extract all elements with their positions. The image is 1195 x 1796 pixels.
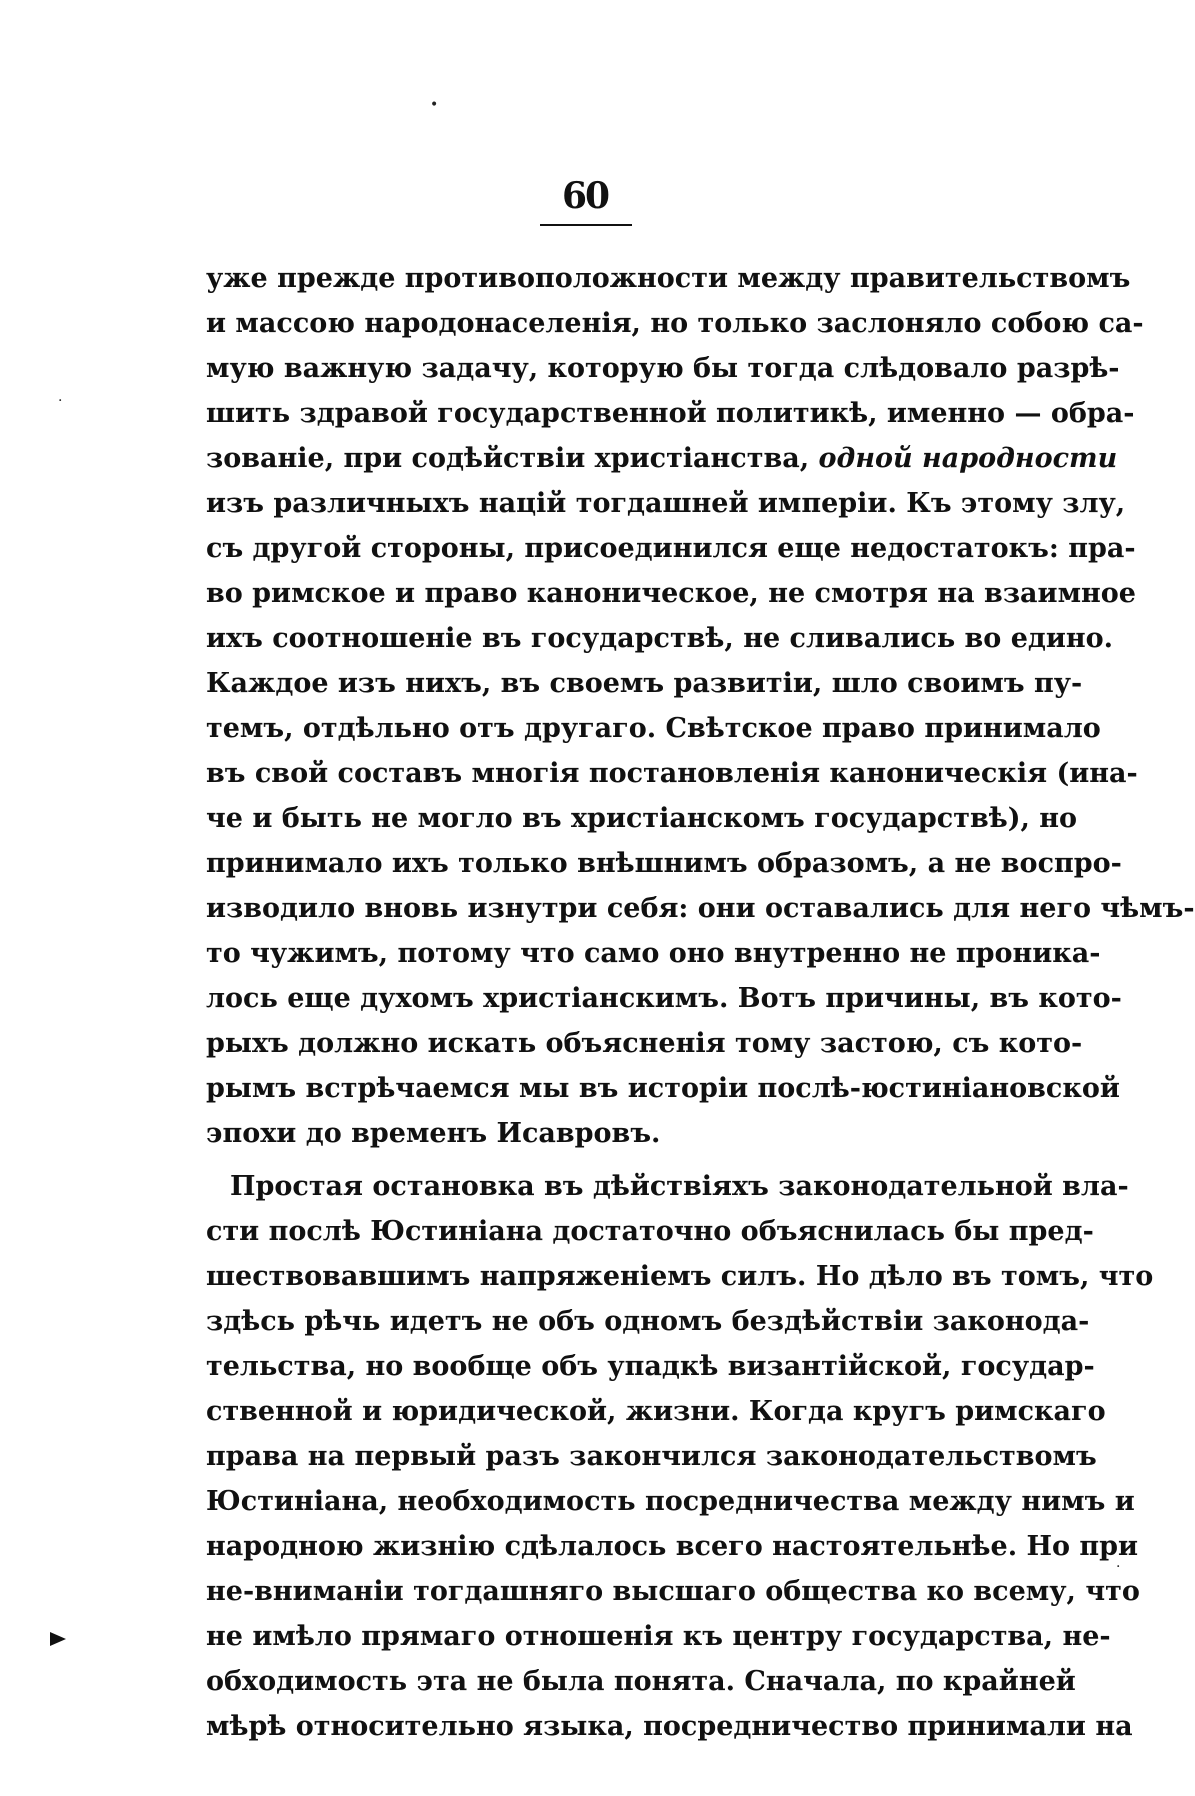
text-line: то чужимъ, потому что само оно внутренно не проника-: [206, 938, 1101, 969]
text-line: шествовавшимъ напряженіемъ силъ. Но дѣло въ томъ, что: [206, 1261, 1154, 1292]
text-line: Простая остановка въ дѣйствіяхъ законодательной вла-: [230, 1171, 1129, 1202]
text-line: во римское и право каноническое, не смотря на взаимное: [206, 578, 1136, 609]
body-text: [206, 256, 1195, 1749]
text-line: обходимость эта не была понята. Сначала, по крайней: [206, 1666, 1076, 1697]
text-line: мѣрѣ относительно языка, посредничество принимали на: [206, 1711, 1133, 1742]
page-corner-marker: [50, 1632, 66, 1646]
text-line: мую важную задачу, которую бы тогда слѣдовало разрѣ-: [206, 353, 1120, 384]
page-number: 60: [561, 175, 609, 217]
text-line: рыхъ должно искать объясненія тому застою, съ кото-: [206, 1028, 1083, 1059]
text-line: права на первый разъ закончился законодательствомъ: [206, 1441, 1097, 1472]
text-line: изводило вновь изнутри себя: они оставались для него чѣмъ-: [206, 893, 1195, 924]
text-segment: зованіе, при содѣйствіи христіанства,: [206, 443, 819, 474]
text-line: тельства, но вообще объ упадкѣ византійской, государ-: [206, 1351, 1095, 1382]
text-line: лось еще духомъ христіанскимъ. Вотъ причины, въ кото-: [206, 983, 1122, 1014]
text-line: съ другой стороны, присоединился еще недостатокъ: пра-: [206, 533, 1136, 564]
text-line: шить здравой государственной политикѣ, именно — обра-: [206, 398, 1135, 429]
margin-speck: •: [430, 97, 439, 113]
text-line: эпохи до временъ Исавровъ.: [206, 1118, 661, 1149]
text-line: сти послѣ Юстиніана достаточно объяснилась бы пред-: [206, 1216, 1094, 1247]
header-rule: [540, 224, 632, 226]
text-line: изъ различныхъ націй тогдашней имперіи. Къ этому злу,: [206, 488, 1126, 519]
text-line: Юстиніана, необходимость посредничества между нимъ и: [206, 1486, 1135, 1517]
text-line: рымъ встрѣчаемся мы въ исторіи послѣ-юстиніановской: [206, 1073, 1120, 1104]
text-line: не имѣло прямаго отношенія къ центру государства, не-: [206, 1621, 1111, 1652]
paragraph-gap: [206, 1156, 956, 1164]
text-line: здѣсь рѣчь идетъ не объ одномъ бездѣйствіи законода-: [206, 1306, 1090, 1337]
text-line: народною жизнію сдѣлалось всего настоятельнѣе. Но при: [206, 1531, 1139, 1562]
text-line: и массою народонаселенія, но только заслоняло собою са-: [206, 308, 1144, 339]
text-line: не-вниманіи тогдашняго высшаго общества ко всему, что: [206, 1576, 1140, 1607]
text-line: че и быть не могло въ христіанскомъ государствѣ), но: [206, 803, 1078, 834]
text-line: принимало ихъ только внѣшнимъ образомъ, а не воспро-: [206, 848, 1122, 879]
text-line: ихъ соотношеніе въ государствѣ, не сливались во едино.: [206, 623, 1114, 654]
text-line: Каждое изъ нихъ, въ своемъ развитіи, шло своимъ пу-: [206, 668, 1083, 699]
text-line: [206, 436, 1118, 481]
margin-speck: ·: [1116, 1559, 1121, 1575]
text-line: въ свой составъ многія постановленія каноническія (ина-: [206, 758, 1138, 789]
italic-phrase: одной народности: [818, 443, 1118, 474]
text-line: темъ, отдѣльно отъ другаго. Свѣтское право принимало: [206, 713, 1101, 744]
text-line: уже прежде противоположности между правительствомъ: [206, 263, 1131, 294]
text-line: ственной и юридической, жизни. Когда кругъ римскаго: [206, 1396, 1106, 1427]
margin-speck: ·: [58, 393, 63, 409]
